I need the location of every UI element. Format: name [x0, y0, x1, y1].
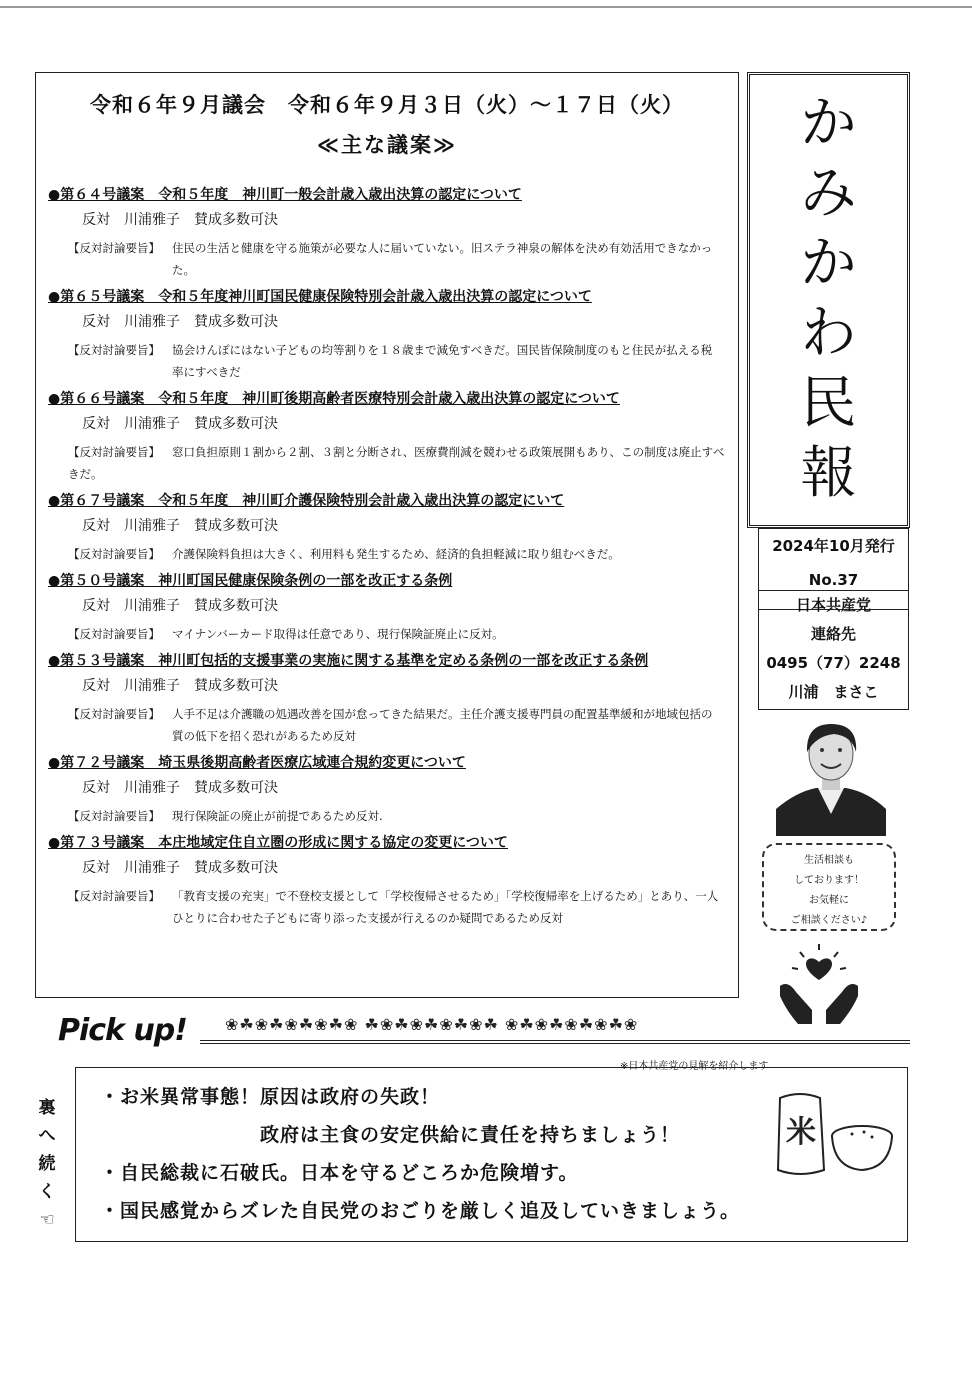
- bill-item: [48, 753, 732, 827]
- masthead-char: み: [800, 161, 857, 226]
- bill-item: [48, 287, 732, 383]
- bill-item: [48, 571, 732, 645]
- masthead-title: [750, 89, 907, 509]
- masthead-char: 民: [800, 371, 857, 436]
- bill-heading: ●第５３号議案 神川町包括的支援事業の実施に関する基準を定める条例の一部を改正する条例: [48, 653, 649, 669]
- issue-number: No.37: [808, 571, 859, 589]
- reason-label: 【反対討論要旨】: [68, 707, 160, 721]
- consult-line: 生活相談も: [804, 855, 854, 866]
- bill-oppose: 反対 川浦雅子: [82, 212, 180, 228]
- clover-decoration: ❀☘❀☘❀☘❀☘❀ ☘❀☘❀☘❀☘❀☘ ❀☘❀☘❀☘❀☘❀: [225, 1015, 639, 1034]
- bill-heading: ●第５０号議案 神川町国民健康保険条例の一部を改正する条例: [48, 573, 453, 589]
- bill-oppose: 反対 川浦雅子: [82, 678, 180, 694]
- reason-label: 【反対討論要旨】: [68, 445, 160, 459]
- bill-result: 賛成多数可決: [194, 598, 278, 614]
- bill-result: 賛成多数可決: [194, 860, 278, 876]
- bill-vote: [48, 675, 732, 697]
- bill-item: [48, 491, 732, 565]
- bills-box: [35, 72, 739, 998]
- bill-reason: [48, 885, 732, 929]
- pickup-rule: [200, 1040, 910, 1044]
- reason-label: 【反対討論要旨】: [68, 809, 160, 823]
- contact-phone: 0495（77）2248: [766, 654, 901, 672]
- back-note-char: 続: [38, 1154, 56, 1174]
- reason-label: 【反対討論要旨】: [68, 241, 160, 255]
- bill-list: [48, 185, 732, 935]
- contact-box: [758, 590, 909, 710]
- pickup-box: [75, 1067, 908, 1242]
- pickup-lines: [100, 1078, 740, 1230]
- continued-on-back: [36, 1094, 58, 1234]
- contact-name: 川浦 まさこ: [788, 683, 879, 701]
- reason-label: 【反対討論要旨】: [68, 547, 160, 561]
- bill-reason: [48, 441, 732, 485]
- bill-result: 賛成多数可決: [194, 780, 278, 796]
- bill-reason: [48, 623, 732, 645]
- pickup-line: ・自民総裁に石破氏。日本を守るどころか危険増す。: [100, 1162, 579, 1184]
- reason-text: 住民の生活と健康を守る施策が必要な人に届いていない。旧ステラ神泉の解体を決め有効活用できなかった。: [172, 241, 713, 277]
- reason-label: 【反対討論要旨】: [68, 627, 160, 641]
- pickup-note: ※日本共産党の見解を紹介します: [620, 1061, 769, 1072]
- heart-hands-icon: [778, 940, 860, 1025]
- bill-result: 賛成多数可決: [194, 416, 278, 432]
- back-note-char: へ: [38, 1126, 56, 1146]
- back-note-char: 裏: [38, 1098, 56, 1118]
- back-note-char: く: [38, 1182, 56, 1202]
- page-top-edge: [0, 6, 972, 8]
- bill-oppose: 反対 川浦雅子: [82, 598, 180, 614]
- reason-text: 介護保険料負担は大きく、利用料も発生するため、経済的負担軽減に取り組むべきだ。: [172, 547, 620, 561]
- reason-text: 現行保険証の廃止が前提であるため反対.: [172, 809, 383, 823]
- bill-vote: [48, 515, 732, 537]
- bill-heading: ●第６６号議案 令和５年度 神川町後期高齢者医療特別会計歳入歳出決算の認定について: [48, 391, 620, 407]
- pickup-line: ・国民感覚からズレた自民党のおごりを厳しく追及していきましょう。: [100, 1200, 741, 1222]
- bill-oppose: 反対 川浦雅子: [82, 518, 180, 534]
- bill-reason: [48, 703, 732, 747]
- pickup-title: Pick up!: [58, 1013, 187, 1048]
- consult-line: しております！: [794, 875, 864, 886]
- councillor-portrait: [776, 714, 886, 836]
- reason-text: 協会けんぽにはない子どもの均等割りを１８歳まで減免すべきだ。国民皆保険制度のもと住民が払える税率にすべきだ: [172, 343, 713, 379]
- reason-label: 【反対討論要旨】: [68, 889, 160, 903]
- issue-date: 2024年10月発行: [772, 537, 895, 555]
- bill-vote: [48, 311, 732, 333]
- bill-vote: [48, 777, 732, 799]
- bill-oppose: 反対 川浦雅子: [82, 780, 180, 796]
- bill-result: 賛成多数可決: [194, 212, 278, 228]
- session-subtitle: ≪主な議案≫: [317, 133, 457, 157]
- bill-heading: ●第６５号議案 令和５年度神川町国民健康保険特別会計歳入歳出決算の認定について: [48, 289, 592, 305]
- bill-heading: ●第６７号議案 令和５年度 神川町介護保険特別会計歳入歳出決算の認定にいて: [48, 493, 565, 509]
- bill-item: [48, 389, 732, 485]
- masthead-char: か: [800, 231, 857, 296]
- contact-label: 連絡先: [810, 625, 856, 643]
- bill-item: [48, 185, 732, 281]
- bill-heading: ●第６４号議案 令和５年度 神川町一般会計歳入歳出決算の認定について: [48, 187, 522, 203]
- bill-oppose: 反対 川浦雅子: [82, 416, 180, 432]
- masthead-char: わ: [800, 301, 857, 366]
- bill-reason: [48, 339, 732, 383]
- bill-oppose: 反対 川浦雅子: [82, 314, 180, 330]
- bill-vote: [48, 209, 732, 231]
- bill-reason: [48, 805, 732, 827]
- reason-label: 【反対討論要旨】: [68, 343, 160, 357]
- bill-vote: [48, 413, 732, 435]
- bill-oppose: 反対 川浦雅子: [82, 860, 180, 876]
- bill-reason: [48, 543, 732, 565]
- pickup-line: ・お米異常事態！原因は政府の失政！: [100, 1086, 441, 1108]
- masthead-char: か: [800, 91, 857, 156]
- bill-result: 賛成多数可決: [194, 678, 278, 694]
- consult-line: ご相談ください♪: [790, 915, 868, 926]
- rice-bag-label: 米: [786, 1115, 816, 1150]
- reason-text: 窓口負担原則１割から２割、３割と分断され、医療費削減を競わせる政策展開もあり、この制度は廃止すべきだ。: [68, 445, 725, 481]
- bill-result: 賛成多数可決: [194, 518, 278, 534]
- bill-heading: ●第７２号議案 埼玉県後期高齢者医療広域連合規約変更について: [48, 755, 466, 771]
- consult-line: お気軽に: [809, 895, 849, 906]
- reason-text: マイナンバーカード取得は任意であり、現行保険証廃止に反対。: [172, 627, 504, 641]
- bill-item: [48, 833, 732, 929]
- reason-text: 人手不足は介護職の処遇改善を国が怠ってきた結果だ。主任介護支援専門員の配置基準緩和が地域包括の質の低下を招く恐れがあるため反対: [172, 707, 713, 743]
- masthead-char: 報: [800, 441, 857, 506]
- bill-reason: [48, 237, 732, 281]
- rice-icon: [776, 1090, 896, 1178]
- pointing-hand-icon: ☜: [39, 1210, 55, 1230]
- reason-text: 「教育支援の充実」で不登校支援として「学校復帰させるため」「学校復帰率を上げるため」とあり、一人ひとりに合わせた子どもに寄り添った支援が行えるのか疑問であるため反対: [172, 889, 719, 925]
- bill-item: [48, 651, 732, 747]
- bill-heading: ●第７３号議案 本庄地域定住自立圏の形成に関する協定の変更について: [48, 835, 508, 851]
- masthead: [747, 72, 910, 528]
- pickup-line: 政府は主食の安定供給に責任を持ちましょう！: [260, 1124, 681, 1146]
- bill-vote: [48, 857, 732, 879]
- consult-bubble: [762, 843, 896, 931]
- session-title: 令和６年９月議会 令和６年９月３日（火）～１７日（火）: [90, 93, 684, 117]
- contact-party: 日本共産党: [795, 596, 871, 614]
- bill-vote: [48, 595, 732, 617]
- bill-result: 賛成多数可決: [194, 314, 278, 330]
